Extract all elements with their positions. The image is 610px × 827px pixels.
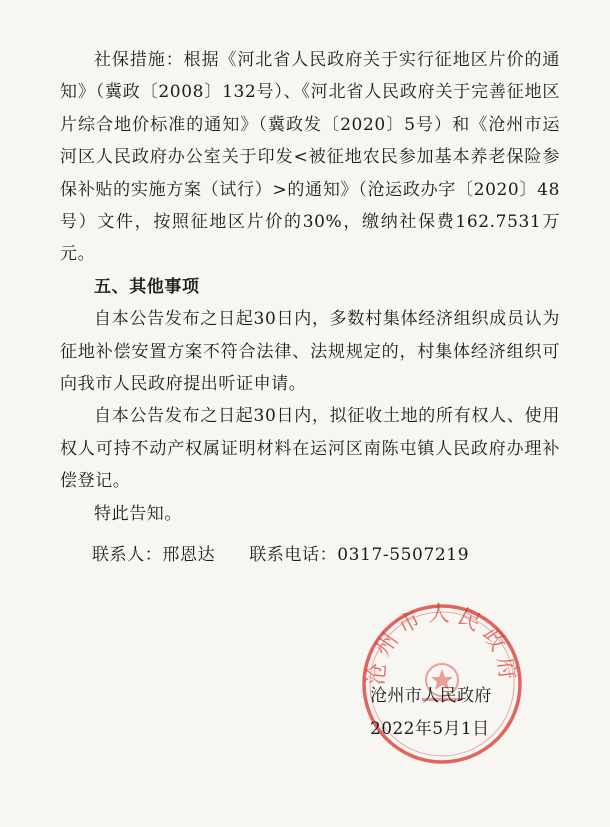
closing-notice: 特此告知。 [94,503,182,524]
social-security-paragraph: 社保措施：根据《河北省人民政府关于实行征地区片价的通知》（冀政〔2008〕132号）、《河北省人民政府关于完善征地区片综合地价标准的通知》（冀政发〔2020〕5号）和《沧州市运河区人民政府办公室关于印发<被征地农民参加基本养老保险参保补贴的实施方案（试行）>的通知》（沧运政办字〔2020〕48号）文件，按照征地区片价的30%，缴纳社保费162.7531万元。 [60,50,560,265]
contact-person: 联系人：邢恩达 [92,545,216,565]
contact-line [92,540,469,565]
signature-block [370,680,540,746]
signature-org: 沧州市人民政府 [370,686,492,706]
contact-phone: 联系电话：0317-5507219 [249,545,470,565]
body-text [60,44,560,530]
hearing-paragraph: 自本公告发布之日起30日内，多数村集体经济组织成员认为征地补偿安置方案不符合法律、法规规定的，村集体经济组织可向我市人民政府提出听证申请。 [60,309,560,395]
svg-text:沧州市人民政府: 沧州市人民政府 [363,602,521,687]
registration-paragraph: 自本公告发布之日起30日内，拟征收土地的所有权人、使用权人可持不动产权属证明材料在运河区南陈屯镇人民政府办理补偿登记。 [60,406,560,492]
signature-date: 2022年5月1日 [370,719,490,739]
section-heading-other-matters: 五、其他事项 [94,276,200,297]
